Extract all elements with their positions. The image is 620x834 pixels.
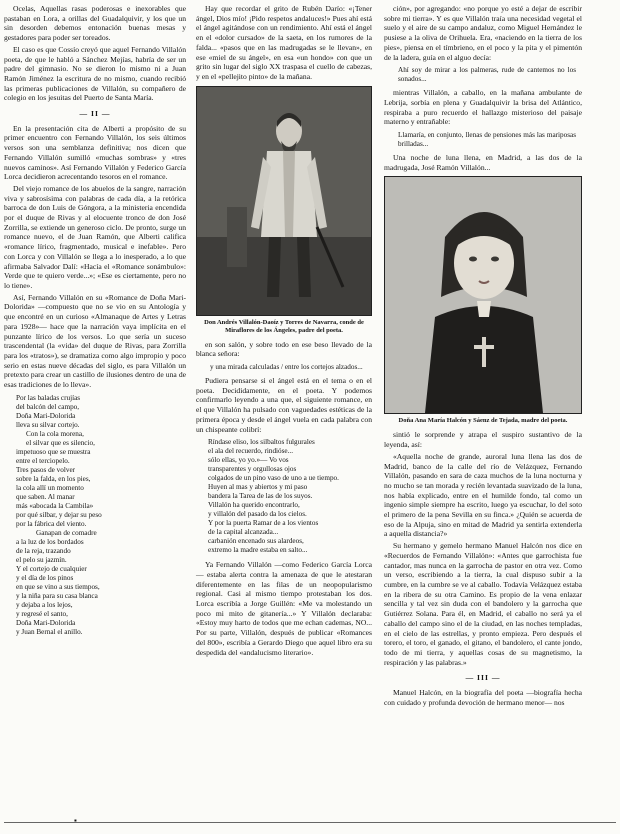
section-heading: — II — xyxy=(79,109,111,119)
verse-line: y dejaba a los lejos, xyxy=(16,600,73,609)
portrait-photo-mother xyxy=(384,176,582,414)
verse-line: más «abocada la Cambila» xyxy=(16,501,94,510)
portrait-photo-father xyxy=(196,86,372,316)
verse-line: y regresé el santo, xyxy=(16,609,68,618)
father-portrait-illustration xyxy=(197,87,372,315)
verse-line: colgados de un pino vaso de uno a ue tiempo. xyxy=(208,474,339,483)
poem-verse xyxy=(4,394,186,637)
poem-verse xyxy=(196,438,372,555)
verse-line: que saben. Al manar xyxy=(16,492,75,501)
paragraph: Su hermano y gemelo hermano Manuel Halcón nos dice en «Recuerdos de Fernando Villalón»: «Antes que garrochista fue cantador, mas nunca en la garrocha de pastor en otra vez. Como un verso, escribiendo a la tierra, la cual dispuso subir a la cumbre, en la cumbre se ve al caballo. Todavía Velázquez estaba en la ribera de su otra Camino. Es propio de la vena enlazar sencilla y tal vez sin duda con el bandolero y la garrocha que Gutiérrez Solana. Para él, en Madrid, el caballo no será ya el caballo del campo sino el de la ciudad, en las noches templadas, en el cielo de las estrellas, y pronto empieza. Pero después el torero, el toro, el ganado, el gitano, el bandolero, el cante jondo, todo de mi tierra, y aquellas cosas de su magnetismo, la respiración y las palabras.» xyxy=(384,541,582,667)
verse-line: en que se vino a sus tiempos, xyxy=(16,582,100,591)
paragraph: Manuel Halcón, en la biografía del poeta —biografía hecha con cuidado y profunda devoción de hermano menor— nos xyxy=(384,688,582,707)
quoted-verse: Llamaría, en conjunto, llenas de pensiones más las mariposas brilladas... xyxy=(398,131,576,149)
verse-line: lleva su silvar cortejo. xyxy=(16,420,80,429)
verse-line: Huyen al mas y abiertos y mi paso xyxy=(208,483,308,492)
paragraph: Así, Fernando Villalón en su «Romance de Doña Mari-Dolorida» —compuesto que no se vio en su Antología y que encontré en un curioso «Almanaque de Artes y Letras para 1928»— hace que la narración vaya implícita en el punzante lírico de los versos. Lo que sería un suceso trascendental (la «vida» del duque de Rivas, para Zorrilla para los «tratos»), se dramatiza como algo impropio y poco serio en estas nueve décadas del siglo, es para Villalón un pretexto para crear un castillo de ilusiones dentro de una de esas tradiciones de lo lleva». xyxy=(4,292,186,390)
column-3 xyxy=(384,4,582,709)
paragraph: Del viejo romance de los abuelos de la sangre, narración viva y sabrosísima con palabras de cada día, a la retórica barroca de don Luis de Góngora, a la ministeria encendida por el duque de Rivas y al elocuente tronco de don José Zorrilla, se extiende un generoso ciclo. De pronto, surge un romance nuevo, el de Juan Ramón, que Alberti califica «romance lírico, fragmentado, musical e inefable». Pero con Lorca y con Villalón se llega a lo inesperado, a lo que afirmaba Salvador Dalí: «Hacía el «Romance sonámbulo»: Verde que te quiero verde...»; «Ese es ciertamente, pero no lo tiene». xyxy=(4,183,186,290)
verse-line: la cola allí un momento xyxy=(16,483,84,492)
verse-line: entre el terciopelo. xyxy=(16,456,70,465)
paragraph: en son salón, y sobre todo en ese beso llevado de la blanca señora: xyxy=(196,339,372,359)
verse-line: el silvar que es silencio, xyxy=(26,438,95,447)
verse-line: Por las baladas crujías xyxy=(16,393,81,402)
verse-line: Ganapan de comadre xyxy=(36,528,97,537)
verse-line: de la capital alcanzada... xyxy=(208,528,279,537)
column-2 xyxy=(196,4,372,659)
verse-line: y Juan Bernal el anillo. xyxy=(16,627,83,636)
verse-line: Ríndase eliso, los silbaltos fulgurales xyxy=(208,438,315,447)
quoted-verse: Ahí soy de mirar a los palmeras, rude de cantemos no los sonados... xyxy=(398,66,576,84)
verse-line: impetuoso que se muestra xyxy=(16,447,91,456)
verse-line: por la fábrica del viento. xyxy=(16,519,87,528)
verse-line: carbanión encenado sus alardeos, xyxy=(208,537,304,546)
verse-line: Doña Mari-Dolorida xyxy=(16,411,76,420)
verse-line: a la luz de los bordados xyxy=(16,537,84,546)
verse-line: Doña Mari-Dolorida xyxy=(16,618,76,627)
verse-line: el pelo su jazmín. xyxy=(16,555,67,564)
verse-line: bandera la Tarea de las de los suyos. xyxy=(208,492,313,501)
page-bottom-rule xyxy=(4,822,616,823)
verse-line: Villalón ha querido encontrarlo, xyxy=(208,501,300,510)
verse-line: transparentes y orgullosas ojos xyxy=(208,465,297,474)
verse-line: por qué silbar, y dejar su peso xyxy=(16,510,102,519)
photo-caption: Don Andrés Villalón-Daoíz y Torres de Navarra, conde de Miraflores de los Ángeles, padre del poeta. xyxy=(204,318,364,334)
paragraph: En la presentación cita de Alberti a propósito de su primer encuentro con Fernando Villalón, los seis últimos versos son una semblanza definitiva; nos dicen que Fernando Villalón sumilló «muchas sombras» y «tres nuevos caminos». Así Fernando Villalón y Federico García Lorca decidieron acrecentando tesoros en el romance. xyxy=(4,123,186,182)
paragraph: ción», por agregando: «no porque yo esté a dejar de escribir sobre mi tierra». Y es que Villalón traía una necesidad vegetal el suelo y el aire de su campo andaluz, como Miguel Hernández le pusiese a la oliva de Orihuela. Era, «naciendo en la tierra de los pies», piensa en el tímbrieno, en el poco y la pita y el pimentón de la ladera, guía en el alguo decía: xyxy=(384,4,582,62)
photo-caption: Doña Ana María Halcón y Sáenz de Tejada, madre del poeta. xyxy=(398,417,568,425)
paragraph: Ya Fernando Villalón —como Federico García Lorca— estaba alerta contra la amenaza de que le atestaran diferentemente en las filas de un neopopularismo regional. Casi al mismo tiempo protestaban los dos. Lorca escribía a Jorge Guillén: «Me va molestando un poco mi mito de gitanería...» Y Villalón declaraba: «Estoy muy harto de todos que me echan cademas, NO... Por su parte, Villalón, después de publicar «Romances del 800», escribía a Gerardo Diego que aquel libro era su despedida del «andalucismo literario». xyxy=(196,560,372,657)
verse-line: y villalón del pasado da los cielos. xyxy=(208,510,307,519)
paragraph: Una noche de luna llena, en Madrid, a las dos de la madrugada, José Ramón Villalón... xyxy=(384,153,582,172)
verse-line: de la reja, trazando xyxy=(16,546,71,555)
mother-portrait-illustration xyxy=(385,177,582,413)
verse-line: del balcón del campo, xyxy=(16,402,80,411)
verse-line: y la niña para su casa blanca xyxy=(16,591,98,600)
verse-line: Tres pasos de volver xyxy=(16,465,76,474)
verse-line: sólo ellas, yo yo.»— Vo vos xyxy=(208,456,289,465)
verse-line: Y el cortejo de cualquier xyxy=(16,564,87,573)
paragraph: mientras Villalón, a caballo, en la mañana ambulante de Lebrija, sorbía en plena y Guadalquivir la brisa del Atlántico, respiraba a puro recuerdo el hallazgo misterioso del paisaje materno y entrañable: xyxy=(384,88,582,127)
verse-line: Con la cola morena, xyxy=(26,429,84,438)
verse-line: y el día de los pinos xyxy=(16,573,74,582)
quoted-verse: y una mirada calculadas / entre los cortejos alzados... xyxy=(210,363,363,372)
paragraph: sintió le sorprende y atrapa el suspiro sustantivo de la leyenda, así: xyxy=(384,430,582,450)
paragraph: «Aquella noche de grande, auroral luna llena las dos de Madrid, banco de la calle del río de Velázquez, Fernando Villalón, pasando en sara de caza muchos de la luna nocturna y no mucho se tan morada y recién levantada suavizado de la luna, nos había explicado, entre en el humilde fondo, tal como un ingenio simple siempre ha escrito, luego ya escuchar, lo del soto el primero de la pena Sevilla en su finca.» ¿Quién se acuerda de eso de la Alpuja, sino en mitad de Madrid ya sentirla extenderla a aquella distancia?» xyxy=(384,451,582,539)
verse-line: Y por la puerta Ramar de a los vientos xyxy=(208,519,319,528)
verse-line: el ala del recuerdo, rindióse... xyxy=(208,447,294,456)
paragraph: Hay que recordar el grito de Rubén Darío: «¡Tener ángel, Dios mío! ¡Pido respetos andaluces!» Pues ahí está el ángel agitándose con un rendimiento. Ahí está el ángel en el «dolor cursado» de la saeta, en los rumores de la falda... «pasos que en las madrugadas se le llevan», en ese «miel de su ángel», en esa «un hondo» con que un grito sin lugar del siglo XX traspasa el cuello de cabezas, y en el «pellejito pinto» de la mañana. xyxy=(196,4,372,81)
paragraph: Pudiera pensarse si el ángel está en el tema o en el poeta. Decididamente, en el poeta. Y podemos confirmarlo leyendo a una que, el siguiente romance, en el que Villalón ha pulsado con vaguedades estéticas de la primera época y desde el ángel vuela en cada palabra con un chispeante colibrí: xyxy=(196,376,372,434)
column-1 xyxy=(4,4,186,642)
verse-line: sobre la falda, en los pies, xyxy=(16,474,91,483)
paragraph: El caso es que Cossío creyó que aquel Fernando Villalón poeta, de que le habló a Sánchez Mejías, habría de ser un padre del gimnasio. No se dieron lo mismo ni a Juan Ramón Jiménez la escritura de no mismo, cuando recibió las primeras publicaciones de Villalón, su compañero de colegio en los jesuitas del Puerto de Santa María. xyxy=(4,44,186,103)
section-heading: — III — xyxy=(465,673,501,683)
verse-line: extremo la madre estaba en salto... xyxy=(208,546,308,555)
paragraph: Ocelas, Aquellas rasas poderosas e inexorables que pastaban en Lora, a orillas del Guadalquivir, y los que un sin desorden debemos entonación buenas mesas y gestadores para poder ser toreados. xyxy=(4,4,186,43)
footer-mark: ▪ xyxy=(74,816,77,825)
